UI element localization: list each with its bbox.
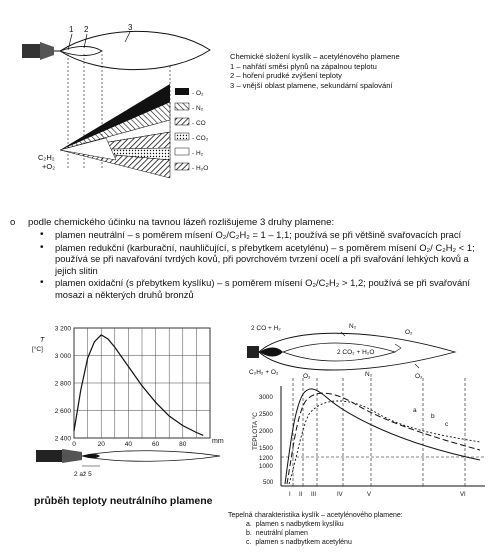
flame-label-co-h2: 2 CO + H₂	[251, 325, 281, 332]
temperature-chart	[30, 320, 230, 495]
flame-label-co2-h2o: 2 CO₂ + H₂O	[337, 349, 375, 356]
caption-top-item-1: 1 – nahřátí směsi plynů na zápalnou teplotu	[230, 61, 377, 71]
thermal-ytick-1200: 1200	[259, 455, 273, 462]
temperature-chart-ytick: 3 000	[54, 353, 71, 360]
flame-types-list	[55, 229, 487, 302]
flame-composition-figure	[20, 20, 225, 195]
inlet-label-o2: +O₂	[42, 162, 56, 171]
flame-label-n2-bottom: N₂	[365, 371, 373, 378]
callout-2: 2	[84, 25, 89, 34]
temperature-chart-caption: průběh teploty neutrálního plamene	[34, 495, 213, 507]
intro-bullet: o	[10, 217, 16, 228]
legend-swatch-co	[175, 118, 189, 125]
temperature-chart-ytick: 2 600	[54, 408, 71, 415]
thermal-zone-labels	[289, 492, 466, 498]
thermal-ytick-2000: 2000	[259, 428, 273, 435]
thermal-characteristic-figure	[245, 318, 490, 508]
legend-n2: - N₂	[192, 105, 204, 112]
thermal-curve-label-c: c	[445, 421, 449, 428]
zone-label-6: VI	[460, 492, 466, 498]
thermal-ytick-2500: 2500	[259, 411, 273, 418]
caption-top-title: Chemické složení kyslík – acetylénového plamene	[230, 52, 400, 61]
thermal-caption-marker-a: a.	[246, 521, 252, 528]
temperature-chart-xtick: 0	[72, 441, 76, 448]
thermal-ytick-1500: 1500	[259, 445, 273, 452]
zone-label-4: IV	[337, 492, 343, 498]
composition-legend	[175, 88, 209, 172]
temperature-chart-grid	[74, 328, 210, 438]
thermal-caption-title: Tepelná charakteristika kyslík – acetylénového plamene:	[228, 512, 403, 519]
inlet-label-c2h2: C₂H₂	[38, 153, 55, 162]
thermal-caption-item-a	[228, 520, 488, 529]
legend-o2: - O₂	[192, 90, 204, 97]
flame-label-n2-top: N₂	[349, 323, 357, 330]
thermal-caption-marker-b: b.	[246, 530, 252, 537]
thermal-caption-text-c: plamen s nadbytkem acetylénu	[255, 539, 352, 546]
list-item-neutral: • plamen neutrální – s poměrem mísení O₂/C₂H₂ = 1 – 1,1; používá se při většině svařovacích prací	[55, 229, 487, 241]
temperature-chart-xtick: 80	[179, 441, 187, 448]
legend-co: - CO	[192, 120, 206, 127]
legend-swatch-co2	[175, 133, 189, 140]
thermal-caption	[228, 511, 488, 547]
temperature-chart-line	[74, 335, 203, 435]
temperature-chart-ytick: 3 200	[54, 325, 71, 333]
legend-swatch-n2	[175, 103, 189, 110]
legend-swatch-h2	[175, 148, 189, 155]
zone-label-2: II	[299, 492, 303, 498]
thermal-caption-text-a: plamen s nadbytkem kyslíku	[255, 521, 344, 528]
thermal-ytick-1000: 1000	[259, 463, 273, 470]
flame-outline	[60, 31, 210, 69]
legend-swatch-o2	[175, 88, 189, 95]
temperature-chart-torch	[36, 449, 220, 466]
thermal-curve-b	[287, 393, 480, 484]
temperature-chart-xtick: 60	[151, 441, 160, 448]
temperature-chart-xtick: 20	[97, 441, 105, 448]
zone-label-1: I	[289, 492, 291, 498]
thermal-curves	[285, 389, 480, 484]
flame-label-c2h2-o2: C₂H₂ + O₂	[249, 369, 279, 376]
thermal-yticks	[259, 394, 274, 486]
flame-label-o2-top: O₂	[405, 329, 413, 336]
thermal-caption-item-b	[228, 529, 488, 538]
callout-3: 3	[128, 23, 133, 32]
thermal-caption-item-c	[228, 538, 488, 547]
zone-label-5: V	[367, 492, 372, 498]
caption-top-item-2: 2 – hoření prudké zvýšení teploty	[230, 71, 342, 81]
thermal-axes	[281, 386, 485, 486]
torch-nozzle	[22, 42, 62, 60]
thermal-curve-label-b: b	[431, 413, 435, 420]
caption-top-item-3: 3 – vnější oblast plamene, sekundární spalování	[230, 80, 393, 90]
legend-co2: - CO₂	[192, 135, 209, 142]
flame-label-o2-right: O₂	[415, 373, 423, 380]
intro-text: podle chemického účinku na tavnou lázeň rozlišujeme 3 druhy plamene:	[28, 217, 335, 228]
temperature-chart-yunit: [°C]	[32, 346, 43, 353]
thermal-ytick-500: 500	[263, 479, 274, 486]
temperature-chart-ylabel: T	[40, 337, 45, 344]
temperature-chart-xtick: 40	[124, 441, 133, 448]
thermal-curve-label-a: a	[413, 407, 417, 414]
list-item-reducing: • plamen redukční (karburační, nauhličující, s přebytkem acetylénu) – s poměrem mísení O₂/ C₂H₂ < 1; používá se při navařování tvrdých kovů, při povrchovém tvrzení ocelí a při svařování lehkých kovů a jejich slitin	[55, 242, 487, 277]
legend-h2o: - H₂O	[192, 165, 209, 172]
temperature-chart-ytick: 2 800	[54, 380, 71, 388]
legend-swatch-h2o	[175, 163, 189, 170]
legend-h2: - H₂	[192, 150, 204, 157]
zone-label-3: III	[311, 492, 317, 498]
list-item-oxidizing: • plamen oxidační (s přebytkem kyslíku) – s poměrem mísení O₂/C₂H₂ > 1,2; používá se při svařování mosazi a některých druhů bronzů	[55, 277, 487, 300]
flame-composition-caption	[230, 52, 490, 90]
temperature-chart-torch-label: 2 až 5	[74, 471, 92, 478]
thermal-caption-text-b: neutrální plamen	[255, 530, 308, 537]
thermal-ytick-3000: 3000	[259, 394, 273, 401]
temperature-chart-xunit: mm	[212, 438, 224, 445]
thermal-ylabel: TEPLOTA °C	[252, 412, 259, 450]
thermal-caption-marker-c: c.	[246, 539, 252, 546]
temperature-chart-ytick: 2 400	[54, 435, 71, 443]
callout-1: 1	[69, 25, 74, 34]
temperature-chart-series	[74, 335, 203, 435]
intro-line	[10, 217, 334, 228]
thermal-zone-lines	[281, 378, 485, 486]
flame-label-o2-bottom: O₂	[303, 373, 311, 380]
composition-fan	[60, 84, 170, 178]
